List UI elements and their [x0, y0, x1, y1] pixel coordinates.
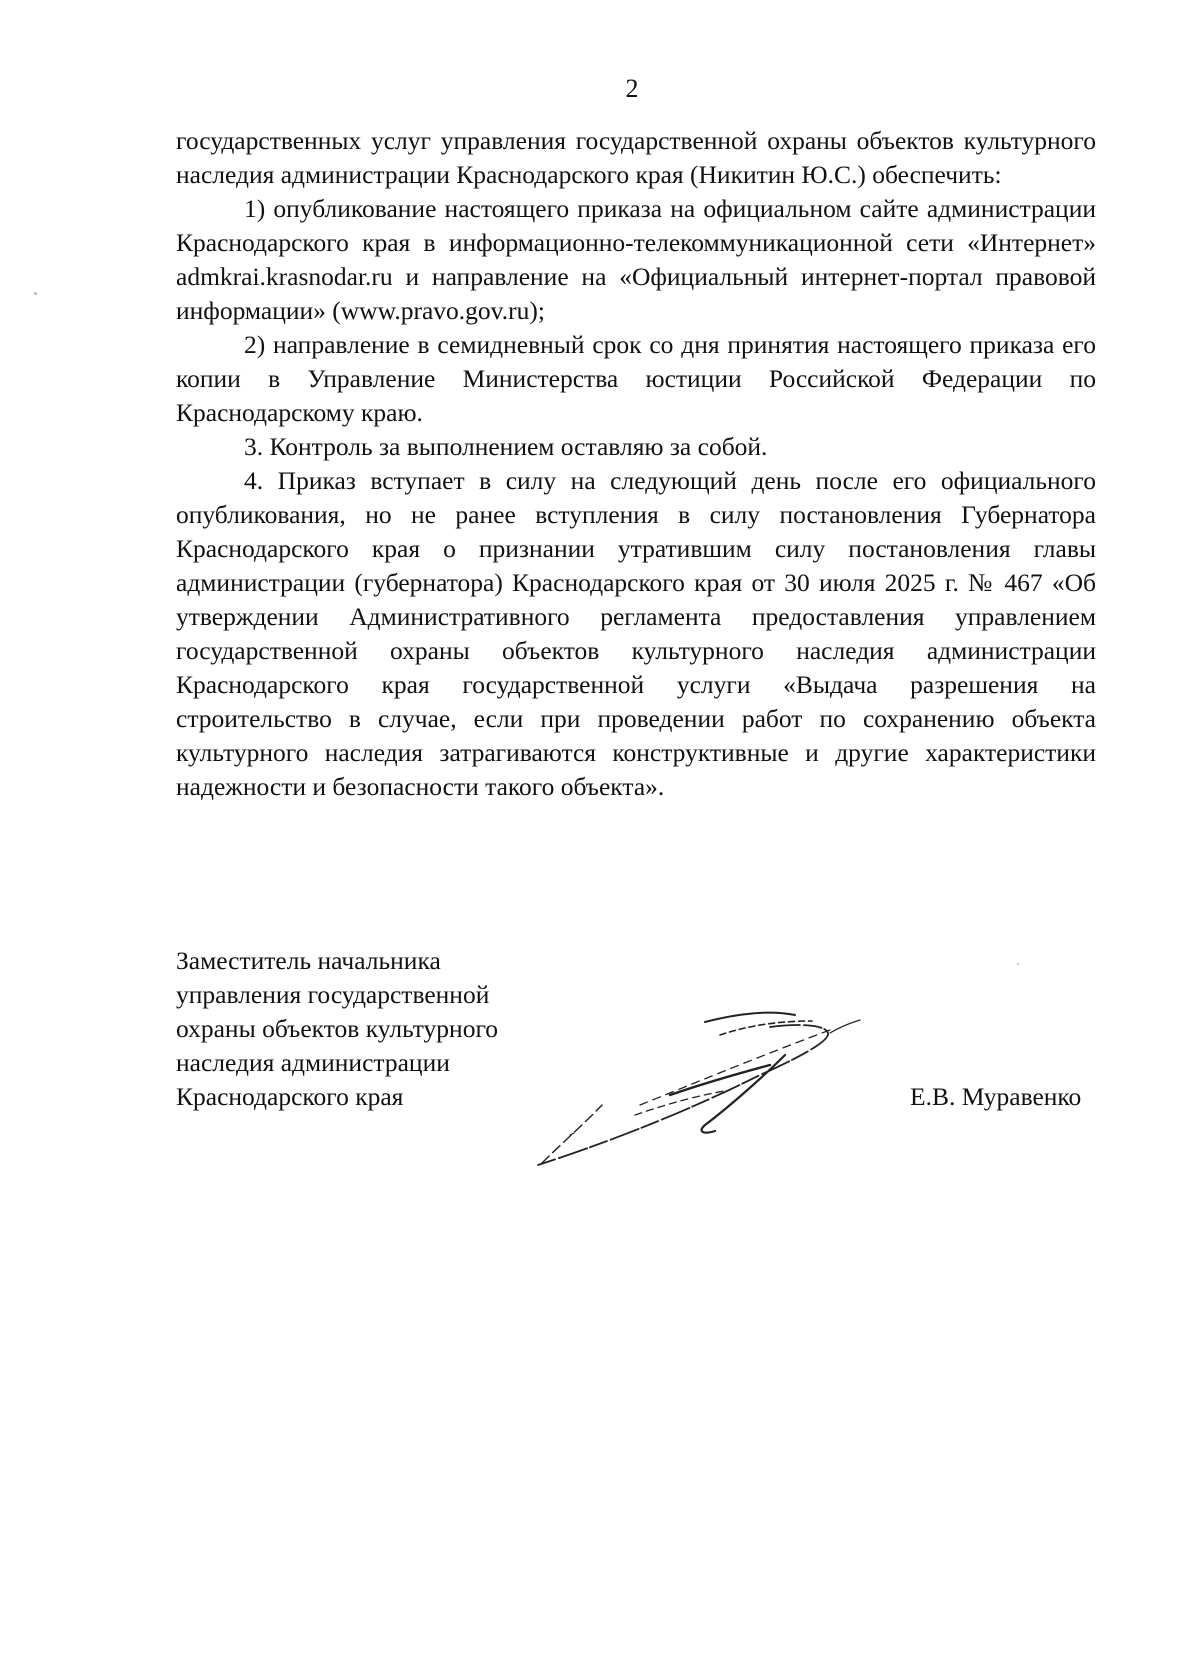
- signer-position-line: Краснодарского края: [176, 1082, 404, 1111]
- paragraph-ministry-copy: 2) направление в семидневный срок со дня принятия настоящего приказа его копии в Управление Министерства юстиции Российской Федерации по Краснодарскому краю.: [176, 330, 1096, 427]
- signer-position-line: охраны объектов культурного: [176, 1014, 499, 1043]
- signer-position-line: управления государственной: [176, 980, 490, 1009]
- signer-name: Е.В. Муравенко: [910, 1082, 1082, 1111]
- scan-speck: [1017, 963, 1019, 965]
- paragraph-services-clause: государственных услуг управления государственной охраны объектов культурного наследия администрации Краснодарского края (Никитин Ю.С.) обеспечить:: [176, 126, 1096, 189]
- signer-position: [176, 944, 498, 1114]
- scan-speck: [34, 292, 37, 295]
- handwritten-signature: [530, 1005, 890, 1175]
- signer-position-line: наследия администрации: [176, 1048, 450, 1077]
- paragraph-effective-date: 4. Приказ вступает в силу на следующий день после его официального опубликования, но не ранее вступления в силу постановления Губернатора Краснодарского края о признании утратившим силу постановления главы администрации (губернатора) Краснодарского края от 30 июля 2025 г. № 467 «Об утверждении Административного регламента предоставления управлением государственной охраны объектов культурного наследия администрации Краснодарского края государственной услуги «Выдача разрешения на строительство в случае, если при проведении работ по сохранению объекта культурного наследия затрагиваются конструктивные и другие характеристики надежности и безопасности такого объекта».: [176, 466, 1096, 801]
- paragraph-publication: 1) опубликование настоящего приказа на официальном сайте администрации Краснодарского края в информационно-телекоммуникационной сети «Интернет» admkrai.krasnodar.ru и направление на «Официальный интернет-портал правовой информации» (www.pravo.gov.ru);: [176, 194, 1096, 325]
- document-body: [176, 124, 1096, 804]
- signer-position-line: Заместитель начальника: [176, 946, 441, 975]
- page-number: 2: [625, 74, 639, 103]
- paragraph-control: 3. Контроль за выполнением оставляю за собой.: [244, 432, 768, 461]
